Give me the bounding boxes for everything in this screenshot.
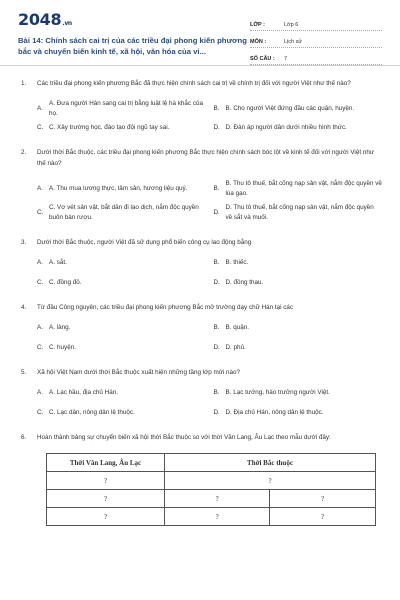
option-text: A. Thu mua lương thực, lâm sản, hương liệu quý.: [49, 185, 188, 192]
question-1: [21, 78, 382, 133]
option-a[interactable]: [37, 323, 206, 333]
option-c[interactable]: [37, 123, 206, 133]
question-text: Dưới thời Bắc thuộc, người Việt đã sử dụng phổ biến công cụ lao động bằng: [37, 239, 252, 246]
option-text: A. Đưa người Hán sang cai trị bằng luật lệ hà khắc của họ.: [49, 100, 203, 117]
answer-options: [21, 258, 382, 288]
option-letter: B.: [213, 389, 220, 396]
option-a[interactable]: [37, 258, 206, 268]
option-letter: D.: [213, 124, 220, 131]
option-c[interactable]: [37, 278, 206, 288]
question-stem: [21, 302, 382, 313]
question-text: Dưới thời Bắc thuộc, các triều đại phong kiến phương Bắc thực hiện chính sách bóc lột về kinh tế đối với người Việt như thế nào?: [37, 149, 375, 167]
option-b[interactable]: [214, 323, 383, 333]
option-c[interactable]: [37, 408, 206, 418]
option-d[interactable]: [214, 123, 383, 133]
option-letter: C.: [37, 124, 44, 131]
option-letter: A.: [37, 389, 43, 396]
option-letter: A.: [37, 185, 43, 192]
question-number: 3.: [21, 239, 27, 246]
table-cell[interactable]: ?: [270, 490, 376, 508]
question-text: Hoàn thành bảng sự chuyển biến xã hội thời Bắc thuộc so với thời Văn Lang, Âu Lạc theo mẫu dưới đây:: [37, 434, 331, 441]
meta-value: Lớp 6: [284, 22, 299, 28]
option-letter: D.: [213, 344, 220, 351]
question-number: 4.: [21, 304, 27, 311]
question-number: 2.: [21, 149, 27, 156]
question-number: 5.: [21, 369, 27, 376]
option-d[interactable]: [214, 278, 383, 288]
comparison-table: [46, 453, 376, 526]
option-c[interactable]: [37, 343, 206, 353]
answer-options: [21, 323, 382, 353]
option-text: C. Xây trường học, đào tạo đội ngũ tay sai.: [49, 124, 170, 131]
option-text: C. Lạc dân, nông dân lệ thuộc.: [49, 409, 135, 416]
table-row: [47, 472, 376, 490]
answer-options: [21, 179, 382, 223]
question-number: 1.: [21, 80, 27, 87]
option-letter: C.: [37, 209, 44, 216]
question-3: [21, 237, 382, 288]
meta-key: LỚP :: [250, 22, 265, 28]
question-4: [21, 302, 382, 353]
question-stem: [21, 432, 382, 443]
answer-options: [21, 388, 382, 418]
option-text: D. Thu tô thuế, bắt cống nạp sản vật, nắm độc quyền về sắt và muối.: [225, 204, 374, 221]
option-text: B. Thu tô thuế, bắt cống nạp sản vật, nắm độc quyền về lúa gạo.: [225, 180, 382, 197]
worksheet-title: Bài 14: Chính sách cai trị của các triều đại phong kiến phương bắc và chuyển biến kinh tế, xã hội, văn hóa của vi...: [18, 36, 247, 56]
meta-key: SỐ CÂU :: [250, 56, 275, 62]
option-d[interactable]: [214, 343, 383, 353]
worksheet-meta: [250, 14, 382, 65]
meta-value: Lịch sử: [284, 39, 303, 45]
table-header: Thời Bắc thuộc: [165, 454, 376, 472]
table-cell[interactable]: ?: [47, 472, 165, 490]
table-cell[interactable]: ?: [165, 472, 376, 490]
table-cell[interactable]: ?: [165, 490, 270, 508]
option-a[interactable]: [37, 99, 206, 119]
question-6: [21, 432, 382, 526]
option-text: C. đồng đỏ.: [49, 279, 82, 286]
logo-sub: .vn: [62, 20, 72, 27]
option-text: B. Lạc tướng, hào trưởng người Việt.: [225, 389, 330, 396]
option-text: B. Cho người Việt đứng đầu các quận, huyện.: [225, 105, 355, 112]
option-text: B. thiếc.: [225, 259, 249, 266]
table-header-row: [47, 454, 376, 472]
option-letter: A.: [37, 105, 43, 112]
question-list: [0, 66, 400, 526]
option-text: B. quận.: [225, 324, 249, 331]
question-stem: [21, 147, 382, 169]
option-b[interactable]: [214, 179, 383, 199]
meta-row-class: [250, 14, 382, 31]
option-text: C. Vơ vét sản vật, bắt dân đi lao dịch, nắm độc quyền buôn bán rượu.: [49, 204, 199, 221]
option-text: C. huyện.: [49, 344, 76, 351]
question-text: Xã hội Việt Nam dưới thời Bắc thuộc xuất hiện những tầng lớp mới nào?: [37, 369, 241, 376]
table-cell[interactable]: ?: [47, 508, 165, 526]
table-cell[interactable]: ?: [47, 490, 165, 508]
question-stem: [21, 78, 382, 89]
option-letter: D.: [213, 279, 220, 286]
meta-value: 7: [284, 56, 288, 62]
table-row: [47, 508, 376, 526]
option-letter: B.: [213, 259, 220, 266]
option-letter: A.: [37, 324, 43, 331]
logo-main: 2048: [18, 10, 62, 29]
option-d[interactable]: [214, 408, 383, 418]
meta-row-subject: [250, 31, 382, 48]
question-text: Từ đầu Công nguyên, các triều đại phong kiến phương Bắc mở trường dạy chữ Hán tại các: [37, 304, 294, 311]
question-stem: [21, 237, 382, 248]
option-letter: D.: [213, 409, 220, 416]
option-text: A. sắt.: [49, 259, 67, 266]
option-letter: D.: [213, 209, 220, 216]
option-b[interactable]: [214, 258, 383, 268]
option-letter: A.: [37, 259, 43, 266]
option-text: D. đồng thau.: [225, 279, 264, 286]
table-header: Thời Văn Lang, Âu Lạc: [47, 454, 165, 472]
table-cell[interactable]: ?: [270, 508, 376, 526]
meta-key: MÔN :: [250, 39, 267, 45]
option-c[interactable]: [37, 203, 206, 223]
table-row: [47, 490, 376, 508]
meta-row-count: [250, 48, 382, 65]
option-letter: B.: [213, 324, 220, 331]
question-number: 6.: [21, 434, 27, 441]
question-text: Các triều đại phong kiến phương Bắc đã thực hiện chính sách cai trị về chính trị đối với người Việt như thế nào?: [37, 80, 351, 87]
table-cell[interactable]: ?: [165, 508, 270, 526]
option-text: A. Lạc hầu, địa chủ Hán.: [49, 389, 118, 396]
answer-options: [21, 99, 382, 133]
option-letter: B.: [213, 105, 220, 112]
option-text: D. Đàn áp người dân dưới nhiều hình thức.: [225, 124, 347, 131]
option-b[interactable]: [214, 99, 383, 119]
worksheet-header: [0, 0, 400, 66]
option-letter: B.: [213, 185, 220, 192]
question-stem: [21, 367, 382, 378]
option-a[interactable]: [37, 388, 206, 398]
question-2: [21, 147, 382, 223]
option-b[interactable]: [214, 388, 383, 398]
option-letter: C.: [37, 409, 44, 416]
option-d[interactable]: [214, 203, 383, 223]
option-text: D. Địa chủ Hán, nông dân lệ thuộc.: [225, 409, 324, 416]
option-text: D. phủ.: [225, 344, 246, 351]
question-5: [21, 367, 382, 418]
option-letter: C.: [37, 344, 44, 351]
option-a[interactable]: [37, 179, 206, 199]
option-text: A. làng.: [49, 324, 71, 331]
option-letter: C.: [37, 279, 44, 286]
